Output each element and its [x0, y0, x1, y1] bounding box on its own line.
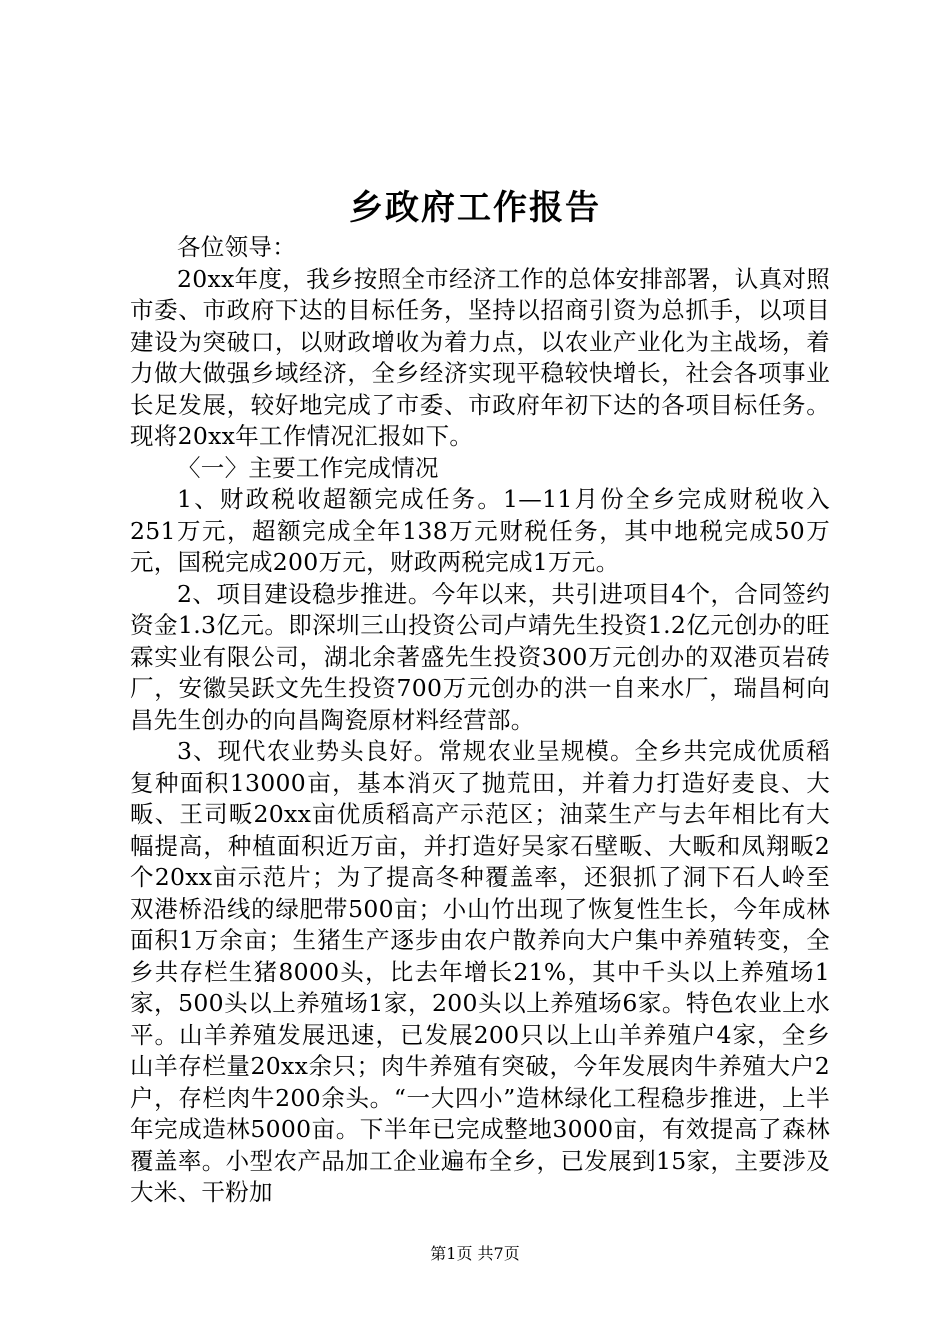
paragraph-agriculture: 3、现代农业势头良好。常规农业呈规模。全乡共完成优质稻复种面积13000亩，基本消灭了抛荒田，并着力打造好麦良、大畈、王司畈20xx亩优质稻高产示范区；油菜生产与去年相比有大幅提高，种植面积近万亩，并打造好吴家石壁畈、大畈和凤翔畈2个20xx亩示范片；为了提高冬种覆盖率，还狠抓了洞下石人岭至双港桥沿线的绿肥带500亩；小山竹出现了恢复性生长，今年成林面积1万余亩；生猪生产逐步由农户散养向大户集中养殖转变，全乡共存栏生猪8000头，比去年增长21%，其中千头以上养殖场1家，500头以上养殖场1家，200头以上养殖场6家。特色农业上水平。山羊养殖发展迅速，已发展200只以上山羊养殖户4家，全乡山羊存栏量20xx余只；肉牛养殖有突破，今年发展肉牛养殖大户2户，存栏肉牛200余头。“一大四小”造林绿化工程稳步推进，上半年完成造林5000亩。下半年已完成整地3000亩，有效提高了森林覆盖率。小型农产品加工企业遍布全乡，已发展到15家，主要涉及大米、干粉加 [130, 737, 830, 1206]
paragraph-intro: 20xx年度，我乡按照全市经济工作的总体安排部署，认真对照市委、市政府下达的目标任务，坚持以招商引资为总抓手，以项目建设为突破口，以财政增收为着力点，以农业产业化为主战场，着力做大做强乡域经济，全乡经济实现平稳较快增长，社会各项事业长足发展，较好地完成了市委、市政府年初下达的各项目标任务。现将20xx年工作情况汇报如下。 [130, 264, 830, 450]
page-footer: 第1页 共7页 [430, 1244, 520, 1263]
paragraph-projects: 2、项目建设稳步推进。今年以来，共引进项目4个，合同签约资金1.3亿元。即深圳三山投资公司卢靖先生投资1.2亿元创办的旺霖实业有限公司，湖北余著盛先生投资300万元创办的双港页岩砖厂，安徽吴跃文先生投资700万元创办的洪一自来水厂，瑞昌柯向昌先生创办的向昌陶瓷原材料经营部。 [130, 579, 830, 734]
salutation: 各位领导： [177, 233, 296, 261]
paragraph-finance: 1、财政税收超额完成任务。1—11月份全乡完成财税收入251万元，超额完成全年138万元财税任务，其中地税完成50万元，国税完成200万元，财政两税完成1万元。 [130, 485, 830, 576]
document-body [130, 232, 830, 1209]
document-title: 乡政府工作报告 [349, 188, 601, 228]
section-heading: 〈一〉主要工作完成情况 [177, 453, 439, 482]
